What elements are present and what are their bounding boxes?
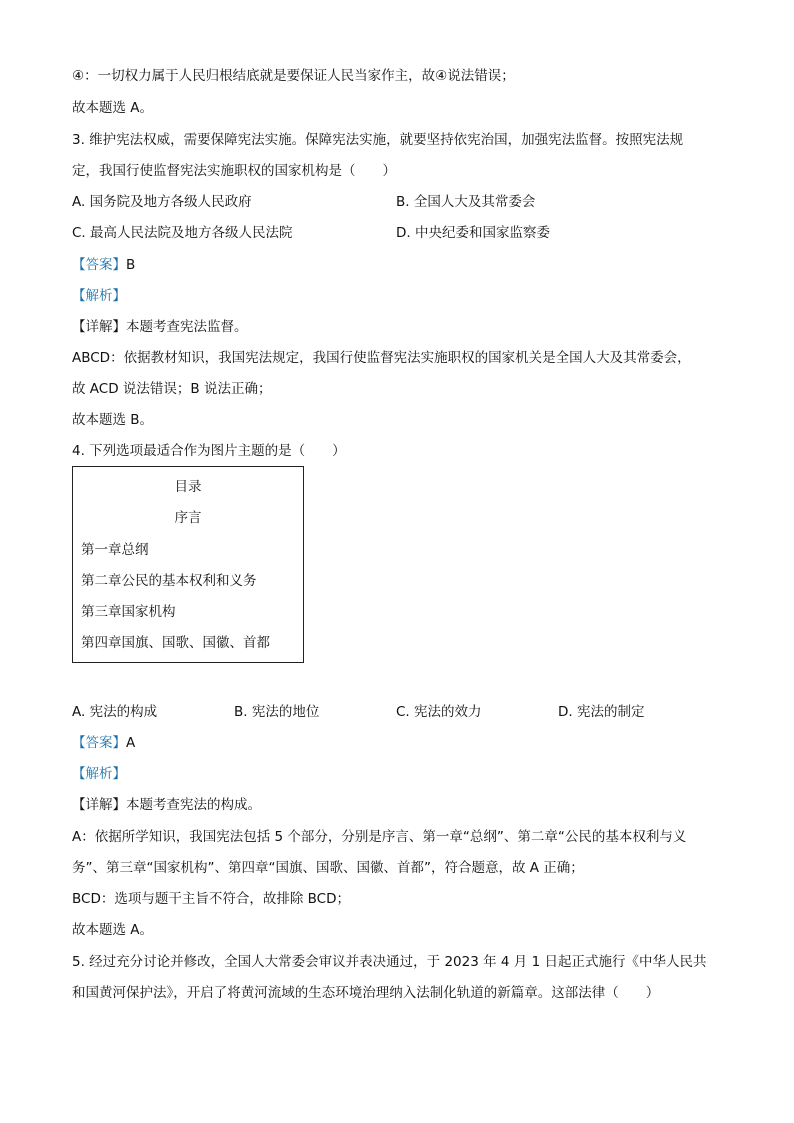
q2-analysis-line-4: ④：一切权力属于人民归根结底就是要保证人民当家作主，故④说法错误； <box>72 68 515 84</box>
q4-explanation-line-2: 务”、第三章“国家机构”、第四章“国旗、国歌、国徽、首都”，符合题意，故 A 正确； <box>72 860 584 876</box>
q3-answer <box>72 255 135 275</box>
q5-stem-line-1: 5. 经过充分讨论并修改，全国人大常委会审议并表决通过，于 2023 年 4 月 1 日起正式施行《中华人民共 <box>72 954 707 970</box>
q3-stem-line-2: 定，我国行使监督宪法实施职权的国家机构是（ ） <box>72 163 396 179</box>
analysis-tag: 【解析】 <box>72 288 126 304</box>
detail-text: 本题考查宪法的构成。 <box>126 797 261 813</box>
toc-chapter-1: 第一章总纲 <box>81 542 149 558</box>
q3-explanation-line-2: 故 ACD 说法错误；B 说法正确； <box>72 381 272 397</box>
constitution-toc-figure <box>72 466 304 663</box>
q3-option-d: D. 中央纪委和国家监察委 <box>396 225 550 241</box>
q3-analysis-tag <box>72 286 126 306</box>
toc-chapter-3: 第三章国家机构 <box>81 604 176 620</box>
q3-conclusion: 故本题选 B。 <box>72 412 154 428</box>
q4-analysis-tag <box>72 764 126 784</box>
answer-tag: 【答案】 <box>72 257 126 273</box>
detail-tag: 【详解】 <box>72 319 126 335</box>
q4-explanation-line-1: A：依据所学知识，我国宪法包括 5 个部分，分别是序言、第一章“总纲”、第二章“公民的基本权利与义 <box>72 829 687 845</box>
answer-value: A <box>126 735 136 751</box>
toc-title: 目录 <box>174 479 202 495</box>
q3-detail <box>72 317 248 337</box>
q3-option-c: C. 最高人民法院及地方各级人民法院 <box>72 225 293 241</box>
q3-option-b: B. 全国人大及其常委会 <box>396 194 536 210</box>
answer-value: B <box>126 257 136 273</box>
q4-conclusion: 故本题选 A。 <box>72 922 154 938</box>
q4-answer <box>72 733 135 753</box>
q4-option-b: B. 宪法的地位 <box>234 704 320 720</box>
q3-stem-line-1: 3. 维护宪法权威，需要保障宪法实施。保障宪法实施，就要坚持依宪治国，加强宪法监督。按照宪法规 <box>72 132 684 148</box>
q4-stem: 4. 下列选项最适合作为图片主题的是（ ） <box>72 443 346 459</box>
answer-tag: 【答案】 <box>72 735 126 751</box>
q4-option-a: A. 宪法的构成 <box>72 704 158 720</box>
q2-conclusion: 故本题选 A。 <box>72 100 154 116</box>
analysis-tag: 【解析】 <box>72 766 126 782</box>
toc-preface: 序言 <box>174 510 202 526</box>
toc-chapter-2: 第二章公民的基本权利和义务 <box>81 573 257 589</box>
q4-detail <box>72 795 261 815</box>
toc-chapter-4: 第四章国旗、国歌、国徽、首都 <box>81 635 270 651</box>
q3-explanation-line-1: ABCD：依据教材知识，我国宪法规定，我国行使监督宪法实施职权的国家机关是全国人大及其常委会， <box>72 350 691 366</box>
q4-option-c: C. 宪法的效力 <box>396 704 482 720</box>
detail-text: 本题考查宪法监督。 <box>126 319 248 335</box>
q5-stem-line-2: 和国黄河保护法》，开启了将黄河流域的生态环境治理纳入法制化轨道的新篇章。这部法律（ ） <box>72 985 660 1001</box>
q4-explanation-line-3: BCD：选项与题干主旨不符合，故排除 BCD； <box>72 891 350 907</box>
q4-option-d: D. 宪法的制定 <box>558 704 645 720</box>
detail-tag: 【详解】 <box>72 797 126 813</box>
q3-option-a: A. 国务院及地方各级人民政府 <box>72 194 252 210</box>
